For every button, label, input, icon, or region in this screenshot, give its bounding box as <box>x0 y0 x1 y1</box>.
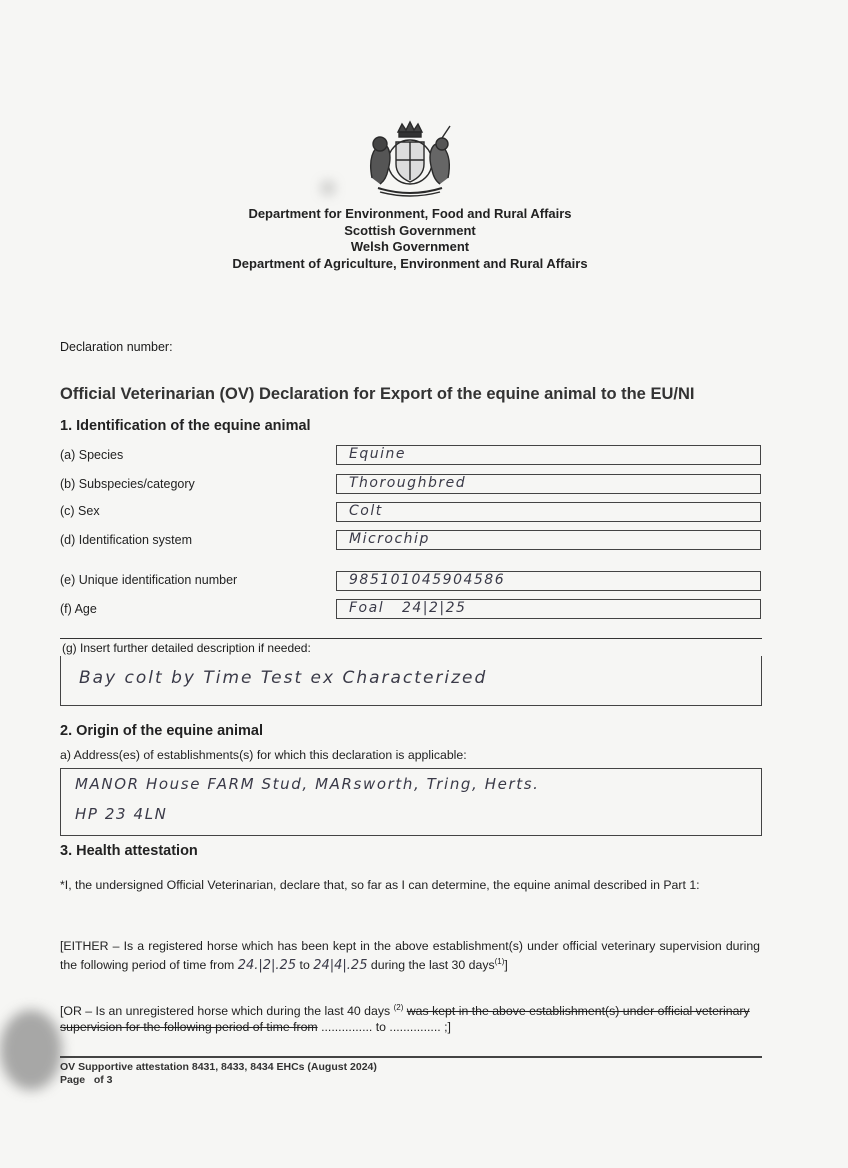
identification-system-label: (d) Identification system <box>60 533 192 547</box>
declaration-number-label: Declaration number: <box>60 340 173 354</box>
or-footnote: (2) <box>393 1003 404 1012</box>
further-description-label: (g) Insert further detailed description if needed: <box>62 641 311 655</box>
or-struck-text: was kept in the above establishment(s) under official veterinary supervision for the following period of time from <box>60 1004 750 1035</box>
age-label: (f) Age <box>60 602 97 616</box>
either-from-date[interactable]: 24.|2|.25 <box>237 958 297 974</box>
subspecies-label: (b) Subspecies/category <box>60 477 195 491</box>
species-label: (a) Species <box>60 448 124 462</box>
either-text-1: [EITHER – Is a registered horse which has been kept in the above establishment(s) under official veterinary supervision during the following period of time from <box>60 939 760 973</box>
attestation-intro: *I, the undersigned Official Veterinarian, declare that, so far as I can determine, the equine animal described in Part 1: <box>60 878 700 892</box>
either-to-word: to <box>299 958 310 973</box>
age-value: Foal 24|2|25 <box>349 600 467 616</box>
stain-mark <box>0 1010 62 1090</box>
address-line2: HP 23 4LN <box>75 805 168 823</box>
either-to-date[interactable]: 24|4|.25 <box>313 958 368 974</box>
further-description-value: Bay colt by Time Test ex Characterized <box>79 668 488 688</box>
page-title: Official Veterinarian (OV) Declaration for Export of the equine animal to the EU/NI <box>60 385 695 403</box>
species-field[interactable] <box>336 445 761 465</box>
department-defra: Department for Environment, Food and Rural Affairs <box>248 206 572 221</box>
identification-system-field[interactable] <box>336 530 761 550</box>
department-welsh: Welsh Government <box>350 239 470 254</box>
either-text-2: during the last 30 days <box>370 958 495 973</box>
address-line1: MANOR House FARM Stud, MARsworth, Tring, Herts. <box>75 775 540 793</box>
subspecies-field[interactable] <box>336 474 761 494</box>
either-clause <box>60 938 760 974</box>
species-value: Equine <box>349 446 406 462</box>
address-field[interactable] <box>60 768 762 836</box>
footer-page: Page of 3 <box>60 1074 113 1086</box>
unique-id-value: 985101045904586 <box>349 572 506 588</box>
subspecies-value: Thoroughbred <box>349 475 467 491</box>
stain-mark <box>322 182 334 194</box>
department-daera: Department of Agriculture, Environment and Rural Affairs <box>232 255 588 271</box>
section3-heading: 3. Health attestation <box>60 843 198 859</box>
or-clause <box>60 1000 760 1035</box>
footer <box>60 1061 377 1087</box>
department-names <box>150 206 670 272</box>
sex-value: Colt <box>349 503 383 519</box>
or-text-1: [OR – Is an unregistered horse which during the last 40 days <box>60 1004 391 1019</box>
footer-attestation: OV Supportive attestation 8431, 8433, 8434 EHCs (August 2024) <box>60 1061 377 1073</box>
sex-label: (c) Sex <box>60 504 100 518</box>
section1-heading: 1. Identification of the equine animal <box>60 418 311 434</box>
department-scottish: Scottish Government <box>344 222 476 238</box>
unique-id-field[interactable] <box>336 571 761 591</box>
section2-heading: 2. Origin of the equine animal <box>60 723 264 739</box>
unique-id-label: (e) Unique identification number <box>60 573 238 587</box>
identification-system-value: Microchip <box>349 531 430 547</box>
royal-crest-logo <box>358 118 462 200</box>
address-label: a) Address(es) of establishments(s) for which this declaration is applicable: <box>60 748 467 762</box>
either-footnote: (1) <box>494 957 505 966</box>
sex-field[interactable] <box>336 502 761 522</box>
divider <box>60 638 762 639</box>
age-field[interactable] <box>336 599 761 619</box>
footer-divider <box>60 1056 762 1058</box>
either-end: ] <box>504 958 508 973</box>
further-description-field[interactable] <box>60 656 762 706</box>
or-text-2: ............... to ............... ;] <box>321 1020 451 1035</box>
